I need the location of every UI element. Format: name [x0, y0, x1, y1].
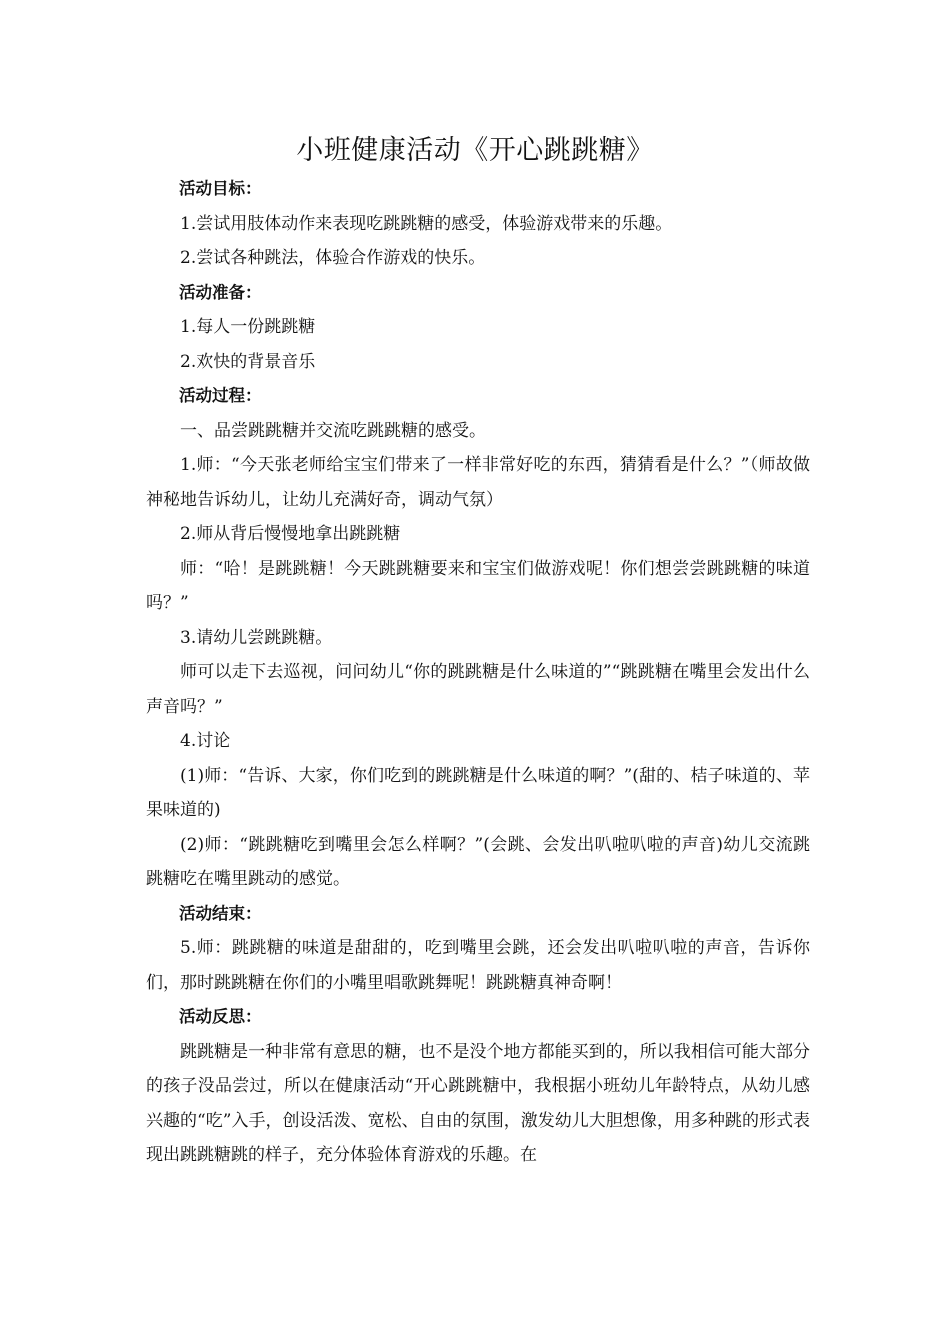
section-heading: 活动目标：	[179, 179, 262, 198]
paragraph: 师可以走下去巡视，问问幼儿“你的跳跳糖是什么味道的”“跳跳糖在嘴里会发出什么声音吗？”	[146, 662, 810, 717]
paragraph: 5.师：跳跳糖的味道是甜甜的，吃到嘴里会跳，还会发出叭啦叭啦的声音，告诉你们，那时跳跳糖在你们的小嘴里唱歌跳舞呢！跳跳糖真神奇啊！	[146, 938, 810, 993]
paragraph: (2)师：“跳跳糖吃到嘴里会怎么样啊？”(会跳、会发出叭啦叭啦的声音)幼儿交流跳跳糖吃在嘴里跳动的感觉。	[146, 834, 810, 889]
paragraph: 跳跳糖是一种非常有意思的糖，也不是没个地方都能买到的，所以我相信可能大部分的孩子没品尝过，所以在健康活动“开心跳跳糖中，我根据小班幼儿年龄特点，从幼儿感兴趣的“吃”入手，创设活泼、宽松、自由的氛围，激发幼儿大胆想像，用多种跳的形式表现出跳跳糖跳的样子，充分体验体育游戏的乐趣。在	[146, 1041, 810, 1165]
paragraph: 2.师从背后慢慢地拿出跳跳糖	[180, 524, 401, 544]
paragraph: 1.师：“今天张老师给宝宝们带来了一样非常好吃的东西，猜猜看是什么？”（师故做神秘地告诉幼儿，让幼儿充满好奇，调动气氛）	[146, 455, 810, 510]
section-heading: 活动准备：	[179, 282, 262, 302]
paragraph: (1)师：“告诉、大家，你们吃到的跳跳糖是什么味道的啊？”(甜的、桔子味道的、苹果味道的)	[146, 765, 810, 820]
paragraph: 一、品尝跳跳糖并交流吃跳跳糖的感受。	[180, 420, 486, 441]
section-heading: 活动过程：	[179, 386, 262, 405]
paragraph: 2.尝试各种跳法，体验合作游戏的快乐。	[180, 248, 486, 268]
section-heading: 活动反思：	[179, 1007, 262, 1026]
document-title: 小班健康活动《开心跳跳糖》	[296, 135, 654, 166]
paragraph: 3.请幼儿尝跳跳糖。	[180, 627, 333, 648]
paragraph: 1.每人一份跳跳糖	[180, 317, 316, 337]
paragraph: 2.欢快的背景音乐	[180, 351, 316, 372]
paragraph: 1.尝试用肢体动作来表现吃跳跳糖的感受，体验游戏带来的乐趣。	[180, 213, 673, 234]
paragraph: 师：“哈！是跳跳糖！今天跳跳糖要来和宝宝们做游戏呢！你们想尝尝跳跳糖的味道吗？”	[146, 558, 810, 613]
paragraph: 4.讨论	[180, 731, 231, 751]
document-body	[146, 172, 810, 1173]
section-heading: 活动结束：	[179, 903, 262, 923]
